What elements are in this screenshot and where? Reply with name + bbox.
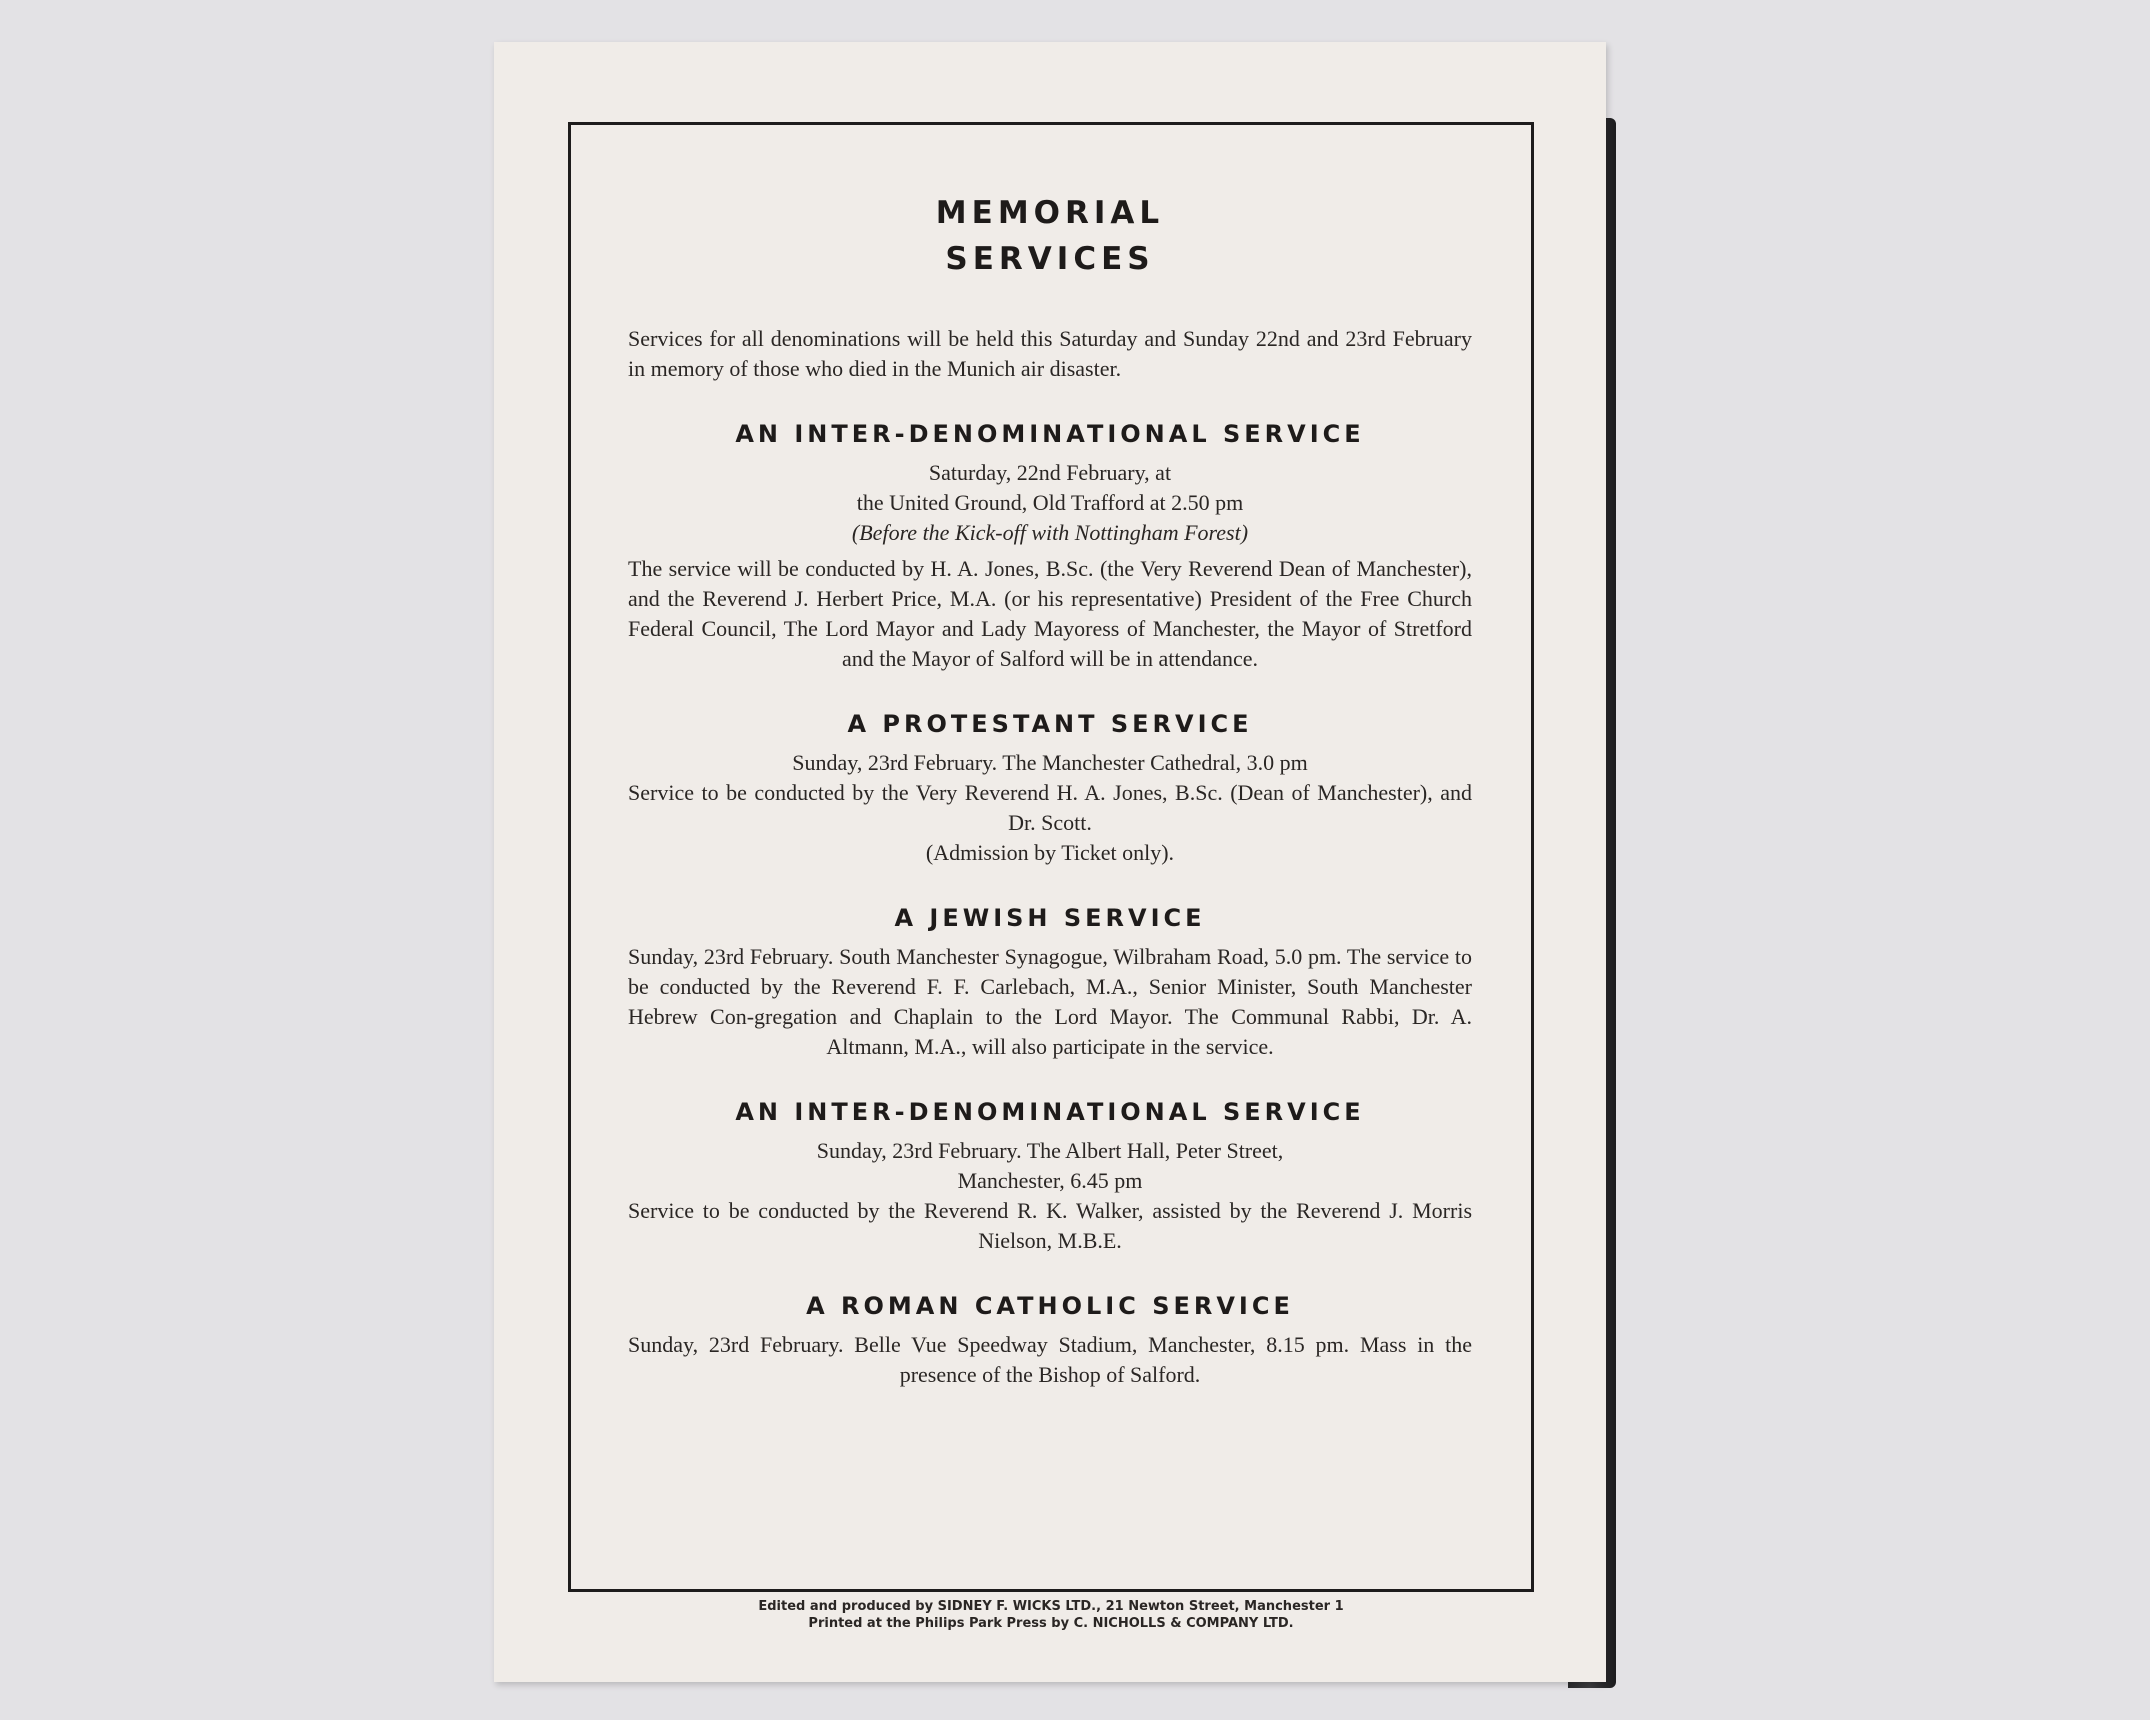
intro-paragraph: Services for all denominations will be held this Saturday and Sunday 22nd and 23rd February in memory of those who died in the Munich air disaster. [628,326,1472,381]
page-content [620,190,1480,1390]
service-admission-note: (Admission by Ticket only). [925,840,1175,865]
service-date-line: Sunday, 23rd February. The Manchester Cathedral, 3.0 pm [792,750,1308,775]
page-title [620,190,1480,282]
service-section-4 [620,1098,1480,1256]
service-venue-line: Manchester, 6.45 pm [957,1168,1143,1193]
service-section-5 [620,1292,1480,1390]
service-section-1 [620,420,1480,674]
section-heading: A PROTESTANT SERVICE [847,710,1253,738]
service-note-line: (Before the Kick-off with Nottingham Forest) [851,520,1249,545]
service-date-line: Sunday, 23rd February. The Albert Hall, Peter Street, [816,1138,1284,1163]
service-section-2 [620,710,1480,868]
service-venue-line: the United Ground, Old Trafford at 2.50 pm [856,490,1244,515]
imprint-footer [568,1598,1534,1632]
section-heading: AN INTER-DENOMINATIONAL SERVICE [735,1098,1365,1126]
service-details: Service to be conducted by the Very Reverend H. A. Jones, B.Sc. (Dean of Manchester), and Dr. Scott. [628,780,1472,835]
service-details: Sunday, 23rd February. South Manchester Synagogue, Wilbraham Road, 5.0 pm. The service to be conducted by the Reverend F. F. Carlebach, M.A., Senior Minister, South Manchester Hebrew Con-gregation and Chaplain to the Lord Mayor. The Communal Rabbi, Dr. A. Altmann, M.A., will also participate in the service. [628,944,1472,1059]
service-details: Service to be conducted by the Reverend R. K. Walker, assisted by the Reverend J. Morris Nielson, M.B.E. [628,1198,1472,1253]
section-heading: AN INTER-DENOMINATIONAL SERVICE [735,420,1365,448]
title-line-1: MEMORIAL [935,195,1165,231]
section-heading: A ROMAN CATHOLIC SERVICE [806,1292,1294,1320]
service-details: Sunday, 23rd February. Belle Vue Speedway Stadium, Manchester, 8.15 pm. Mass in the presence of the Bishop of Salford. [628,1332,1472,1387]
service-section-3 [620,904,1480,1062]
imprint-editor-line: Edited and produced by SIDNEY F. WICKS LTD., 21 Newton Street, Manchester 1 [758,1599,1344,1614]
service-details: The service will be conducted by H. A. Jones, B.Sc. (the Very Reverend Dean of Manchester), and the Reverend J. Herbert Price, M.A. (or his representative) President of the Free Church Federal Council, The Lord Mayor and Lady Mayoress of Manchester, the Mayor of Stretford and the Mayor of Salford will be in attendance. [628,556,1472,671]
title-line-2: SERVICES [945,241,1155,277]
service-date-line: Saturday, 22nd February, at [928,460,1172,485]
imprint-printer-line: Printed at the Philips Park Press by C. NICHOLLS & COMPANY LTD. [808,1616,1294,1631]
section-heading: A JEWISH SERVICE [894,904,1206,932]
programme-page [494,42,1606,1682]
